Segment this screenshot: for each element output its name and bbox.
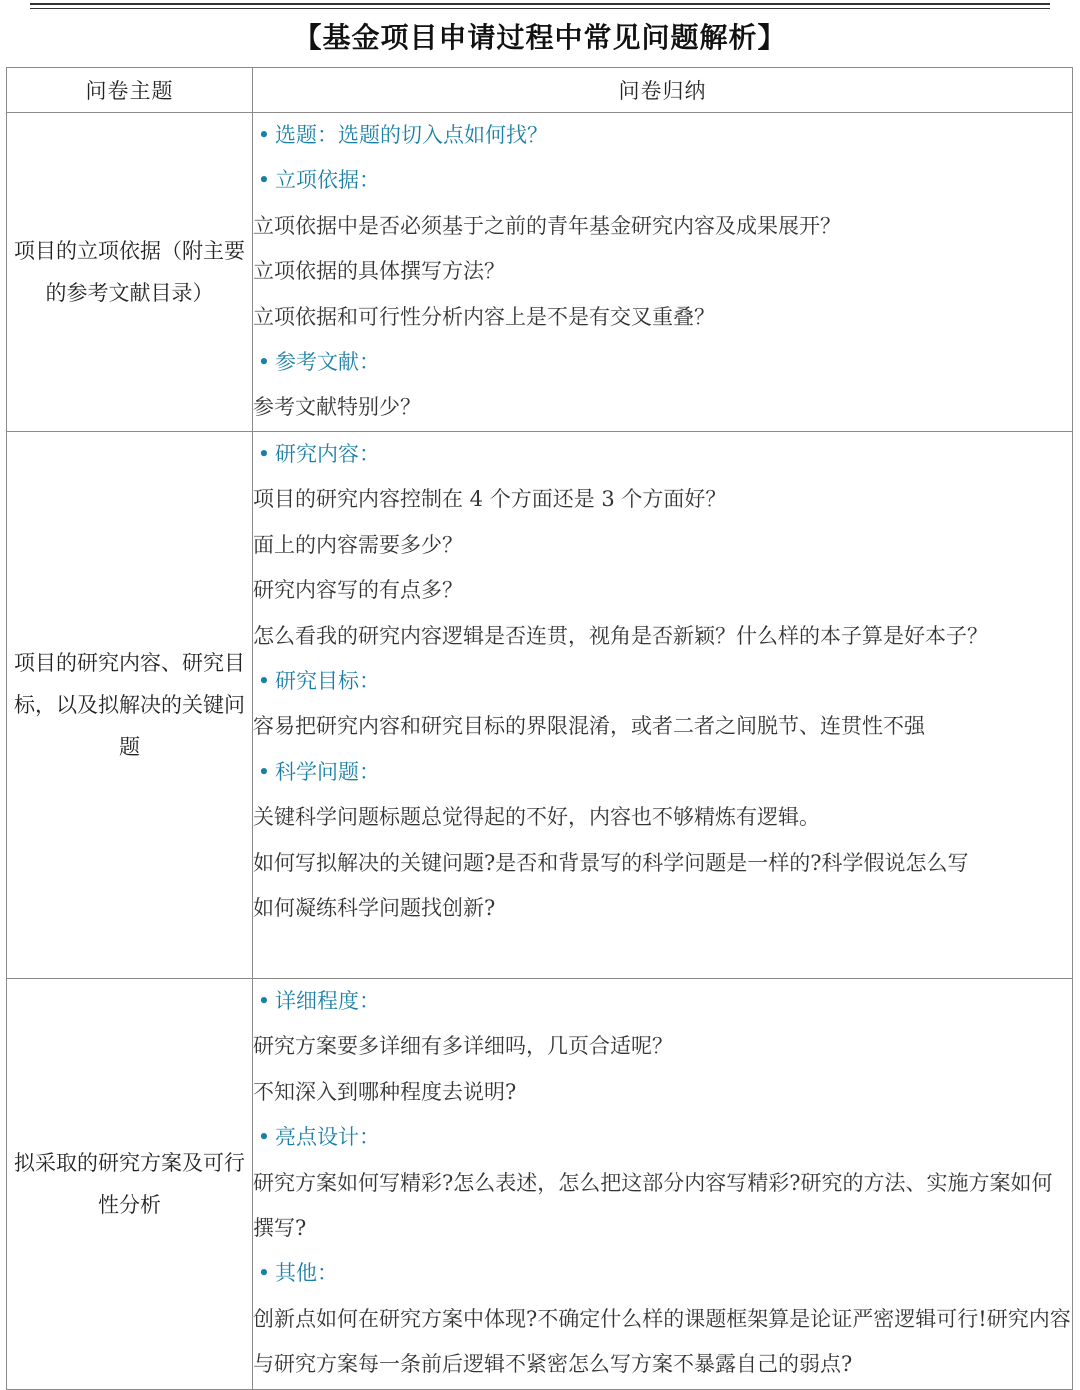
list-item: 如何写拟解决的关键问题?是否和背景写的科学问题是一样的?科学假说怎么写 — [253, 850, 969, 875]
bullet-icon: • — [257, 989, 271, 1013]
table-row — [7, 979, 1073, 1390]
page-title: 【基金项目申请过程中常见问题解析】 — [293, 21, 787, 54]
section-heading: • 选题：选题的切入点如何找？ — [253, 113, 1072, 158]
list-item: 面上的内容需要多少？ — [253, 532, 463, 557]
list-item: 如何凝练科学问题找创新? — [253, 896, 496, 921]
list-item: 参考文献特别少？ — [253, 395, 421, 420]
row-topic: 拟采取的研究方案及可行性分析 — [7, 979, 253, 1390]
bullet-icon: • — [257, 168, 271, 193]
bullet-icon: • — [257, 350, 271, 375]
section-heading: • 研究目标： — [253, 659, 1072, 704]
list-item: 关键科学问题标题总觉得起的不好，内容也不够精炼有逻辑。 — [253, 805, 820, 830]
bullet-icon: • — [257, 1125, 271, 1150]
section-heading: • 立项依据： — [253, 158, 1072, 203]
row-topic: 项目的研究内容、研究目标，以及拟解决的关键问题 — [7, 432, 253, 979]
section-heading: • 亮点设计： — [253, 1115, 1072, 1160]
row-content — [253, 979, 1073, 1390]
table-row — [7, 432, 1073, 979]
faq-table — [6, 67, 1073, 1390]
section-heading: • 其他： — [253, 1251, 1072, 1296]
section-heading: • 参考文献： — [253, 340, 1072, 385]
list-item: 立项依据的具体撰写方法？ — [253, 259, 505, 284]
bullet-icon: • — [257, 669, 271, 694]
list-item: 立项依据中是否必须基于之前的青年基金研究内容及成果展开？ — [253, 213, 841, 238]
section-heading: • 研究内容： — [253, 432, 1072, 477]
header-topic: 问卷主题 — [7, 68, 253, 113]
header-summary: 问卷归纳 — [253, 68, 1073, 113]
list-item: 项目的研究内容控制在 4 个方面还是 3 个方面好？ — [253, 487, 727, 512]
list-item: 研究内容写的有点多？ — [253, 578, 463, 603]
bullet-icon: • — [257, 1261, 271, 1286]
list-item: 不知深入到哪种程度去说明? — [253, 1079, 517, 1104]
bullet-icon: • — [257, 759, 271, 784]
bullet-icon: • — [257, 442, 271, 466]
top-rule — [30, 3, 1050, 5]
list-item: 研究方案如何写精彩?怎么表述，怎么把这部分内容写精彩?研究的方法、实施方案如何撰写? — [253, 1170, 1053, 1241]
list-item: 怎么看我的研究内容逻辑是否连贯，视角是否新颖？什么样的本子算是好本子？ — [253, 623, 988, 648]
bullet-icon: • — [257, 123, 271, 147]
section-heading: • 科学问题： — [253, 750, 1072, 795]
list-item: 容易把研究内容和研究目标的界限混淆，或者二者之间脱节、连贯性不强 — [253, 714, 925, 739]
list-item: 创新点如何在研究方案中体现?不确定什么样的课题框架算是论证严密逻辑可行!研究内容与研究方案每一条前后逻辑不紧密怎么写方案不暴露自己的弱点? — [253, 1306, 1071, 1377]
table-header-row — [7, 68, 1073, 113]
list-item: 研究方案要多详细有多详细吗，几页合适呢？ — [253, 1034, 673, 1059]
list-item: 立项依据和可行性分析内容上是不是有交叉重叠？ — [253, 304, 715, 329]
row-content — [253, 432, 1073, 979]
top-rule-thin — [30, 8, 1050, 9]
row-content — [253, 113, 1073, 432]
table-row — [7, 113, 1073, 432]
row-topic: 项目的立项依据（附主要的参考文献目录） — [7, 113, 253, 432]
section-heading: • 详细程度： — [253, 979, 1072, 1024]
